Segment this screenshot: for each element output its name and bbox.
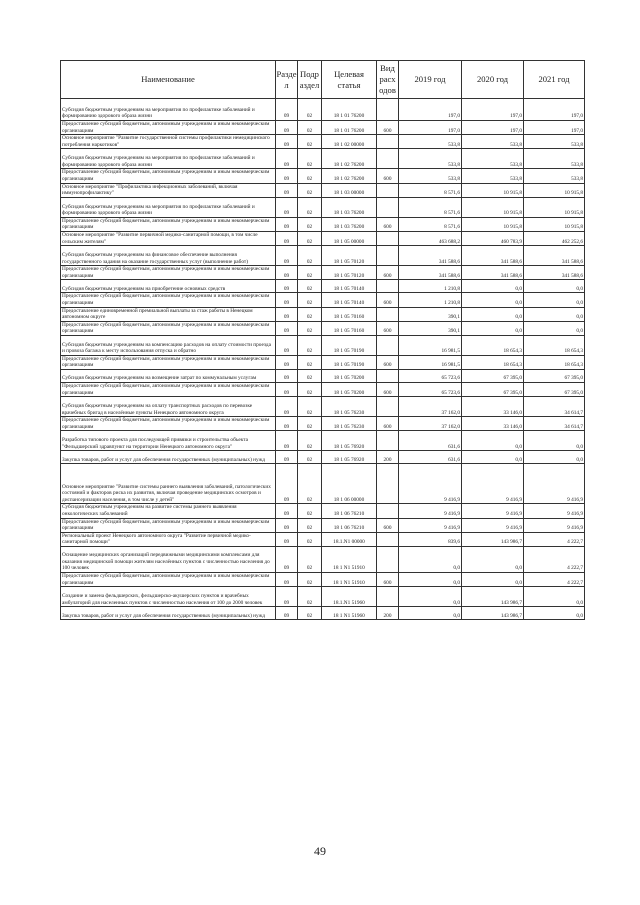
cell-2019: 0,0 xyxy=(399,607,462,620)
cell-razdel: 09 xyxy=(276,417,298,431)
table-row xyxy=(61,99,585,121)
cell-2019: 0,0 xyxy=(399,547,462,573)
table-row xyxy=(61,417,585,431)
cell-name: Основное мероприятие "Развитие государственной системы профилактики немедицинского потребления наркотиков" xyxy=(61,135,276,149)
cell-target: 18 1 05 76230 xyxy=(322,417,377,431)
cell-2020: 9 416,9 xyxy=(462,504,524,518)
cell-2019: 65 723,6 xyxy=(399,370,462,383)
cell-vid xyxy=(377,587,399,607)
cell-razdel: 09 xyxy=(276,431,298,451)
cell-podrazdel: 02 xyxy=(298,307,322,321)
cell-name: Предоставление субсидий бюджетным, автономным учреждениям и иным некоммерческим организациям xyxy=(61,383,276,397)
table-row xyxy=(61,335,585,355)
cell-target: 18 1 06 00000 xyxy=(322,464,377,504)
cell-vid xyxy=(377,370,399,383)
cell-podrazdel: 02 xyxy=(298,135,322,149)
table-row xyxy=(61,370,585,383)
cell-target: 18 1 03 00000 xyxy=(322,183,377,197)
cell-vid xyxy=(377,335,399,355)
cell-razdel: 09 xyxy=(276,99,298,121)
cell-name: Основное мероприятие "Профилактика инфекционных заболеваний, включая иммунопрофилактику" xyxy=(61,183,276,197)
cell-2019: 16 981,5 xyxy=(399,335,462,355)
cell-2019: 533,8 xyxy=(399,135,462,149)
cell-vid: 600 xyxy=(377,293,399,307)
cell-2020: 341 588,6 xyxy=(462,266,524,280)
cell-2020: 143 986,7 xyxy=(462,532,524,546)
cell-podrazdel: 02 xyxy=(298,370,322,383)
cell-2019: 9 416,9 xyxy=(399,504,462,518)
cell-podrazdel: 02 xyxy=(298,99,322,121)
budget-table xyxy=(60,60,585,620)
cell-target: 18 1 06 76210 xyxy=(322,518,377,532)
cell-2019: 0,0 xyxy=(399,573,462,587)
cell-name: Предоставление единовременной премиальной выплаты за стаж работы в Ненецком автономном округе xyxy=(61,307,276,321)
header-target: Целевая статья xyxy=(322,61,377,99)
cell-vid xyxy=(377,504,399,518)
cell-podrazdel: 02 xyxy=(298,518,322,532)
cell-name: Предоставление субсидий бюджетным, автономным учреждениям и иным некоммерческим организациям xyxy=(61,169,276,183)
cell-razdel: 09 xyxy=(276,370,298,383)
table-row xyxy=(61,183,585,197)
cell-target: 18 1 05 70120 xyxy=(322,246,377,266)
cell-razdel: 09 xyxy=(276,504,298,518)
cell-2021: 10 915,8 xyxy=(524,183,585,197)
table-body xyxy=(61,99,585,620)
cell-podrazdel: 02 xyxy=(298,383,322,397)
cell-target: 18 1 03 76200 xyxy=(322,217,377,231)
cell-2019: 197,0 xyxy=(399,121,462,135)
cell-2020: 0,0 xyxy=(462,547,524,573)
cell-podrazdel: 02 xyxy=(298,451,322,464)
cell-target: 18 1 03 76200 xyxy=(322,197,377,217)
cell-target: 18 1 05 70200 xyxy=(322,383,377,397)
cell-2021: 10 915,8 xyxy=(524,217,585,231)
cell-podrazdel: 02 xyxy=(298,355,322,369)
cell-2021: 533,8 xyxy=(524,135,585,149)
cell-razdel: 09 xyxy=(276,197,298,217)
cell-vid: 600 xyxy=(377,217,399,231)
cell-podrazdel: 02 xyxy=(298,217,322,231)
table-row xyxy=(61,587,585,607)
cell-2019: 341 588,6 xyxy=(399,246,462,266)
cell-razdel: 09 xyxy=(276,231,298,245)
cell-name: Субсидия бюджетным учреждениям на приобретение основных средств xyxy=(61,280,276,293)
cell-vid: 600 xyxy=(377,573,399,587)
cell-vid xyxy=(377,99,399,121)
cell-vid: 600 xyxy=(377,518,399,532)
cell-2020: 10 915,8 xyxy=(462,183,524,197)
cell-2021: 0,0 xyxy=(524,280,585,293)
cell-2019: 390,1 xyxy=(399,307,462,321)
cell-2020: 0,0 xyxy=(462,293,524,307)
cell-target: 18 1 05 70160 xyxy=(322,307,377,321)
cell-razdel: 09 xyxy=(276,183,298,197)
cell-name: Предоставление субсидий бюджетным, автономным учреждениям и иным некоммерческим организациям xyxy=(61,293,276,307)
cell-name: Предоставление субсидий бюджетным, автономным учреждениям и иным некоммерческим организациям xyxy=(61,355,276,369)
cell-2019: 16 981,5 xyxy=(399,355,462,369)
cell-vid xyxy=(377,547,399,573)
cell-2019: 9 416,9 xyxy=(399,464,462,504)
cell-name: Создание и замена фельдшерских, фельдшерско-акушерских пунктов и врачебных амбулаторий для населенных пунктов с численностью населения от 100 до 2000 человек xyxy=(61,587,276,607)
cell-2021: 9 416,9 xyxy=(524,518,585,532)
cell-razdel: 09 xyxy=(276,355,298,369)
cell-podrazdel: 02 xyxy=(298,321,322,335)
cell-razdel: 09 xyxy=(276,547,298,573)
cell-2020: 197,0 xyxy=(462,121,524,135)
cell-vid: 600 xyxy=(377,266,399,280)
cell-razdel: 09 xyxy=(276,464,298,504)
table-row xyxy=(61,355,585,369)
budget-table-container xyxy=(60,60,584,620)
header-2021: 2021 год xyxy=(524,61,585,99)
cell-2021: 462 252,6 xyxy=(524,231,585,245)
cell-target: 18 1 N1 51960 xyxy=(322,607,377,620)
cell-2019: 1 210,8 xyxy=(399,293,462,307)
cell-vid xyxy=(377,246,399,266)
cell-target: 18 1 N1 51910 xyxy=(322,573,377,587)
cell-2019: 839,6 xyxy=(399,532,462,546)
table-row xyxy=(61,321,585,335)
cell-podrazdel: 02 xyxy=(298,573,322,587)
cell-name: Закупка товаров, работ и услуг для обеспечения государственных (муниципальных) нужд xyxy=(61,451,276,464)
cell-2019: 533,8 xyxy=(399,149,462,169)
cell-vid: 600 xyxy=(377,169,399,183)
cell-vid xyxy=(377,397,399,417)
page-number: 49 xyxy=(314,844,326,858)
cell-2019: 37 162,0 xyxy=(399,417,462,431)
cell-2021: 9 416,9 xyxy=(524,504,585,518)
cell-name: Субсидия бюджетным учреждениям на финансовое обеспечение выполнения государственного задания на оказание государственных услуг (выполнение работ) xyxy=(61,246,276,266)
cell-vid xyxy=(377,135,399,149)
header-name: Наименование xyxy=(61,61,276,99)
cell-2020: 533,8 xyxy=(462,169,524,183)
cell-podrazdel: 02 xyxy=(298,547,322,573)
cell-2021: 67 395,0 xyxy=(524,370,585,383)
cell-target: 18 1 06 76210 xyxy=(322,504,377,518)
cell-2021: 0,0 xyxy=(524,431,585,451)
cell-2019: 37 162,0 xyxy=(399,397,462,417)
cell-razdel: 09 xyxy=(276,246,298,266)
cell-2021: 34 614,7 xyxy=(524,397,585,417)
cell-podrazdel: 02 xyxy=(298,417,322,431)
table-row xyxy=(61,518,585,532)
cell-vid xyxy=(377,280,399,293)
cell-name: Закупка товаров, работ и услуг для обеспечения государственных (муниципальных) нужд xyxy=(61,607,276,620)
cell-vid xyxy=(377,149,399,169)
cell-razdel: 09 xyxy=(276,307,298,321)
cell-target: 18 1 01 76200 xyxy=(322,99,377,121)
cell-2020: 0,0 xyxy=(462,451,524,464)
cell-name: Региональный проект Ненецкого автономного округа "Развитие первичной медико-санитарной помощи" xyxy=(61,532,276,546)
cell-2020: 67 395,0 xyxy=(462,383,524,397)
cell-vid xyxy=(377,532,399,546)
cell-target: 18 1 05 70200 xyxy=(322,370,377,383)
cell-target: 18 1 05 70160 xyxy=(322,321,377,335)
cell-2020: 18 654,3 xyxy=(462,335,524,355)
table-row xyxy=(61,266,585,280)
table-row xyxy=(61,197,585,217)
cell-2019: 9 416,9 xyxy=(399,518,462,532)
cell-podrazdel: 02 xyxy=(298,607,322,620)
cell-podrazdel: 02 xyxy=(298,231,322,245)
cell-2021: 0,0 xyxy=(524,451,585,464)
cell-2020: 0,0 xyxy=(462,307,524,321)
cell-name: Субсидия бюджетным учреждениям на развитие системы раннего выявления онкологических заболеваний xyxy=(61,504,276,518)
cell-vid: 200 xyxy=(377,451,399,464)
cell-name: Субсидия бюджетным учреждениям на мероприятия по профилактике заболеваний и формированию здорового образа жизни xyxy=(61,99,276,121)
cell-razdel: 09 xyxy=(276,518,298,532)
cell-2019: 8 571,6 xyxy=(399,197,462,217)
table-row xyxy=(61,231,585,245)
cell-razdel: 09 xyxy=(276,169,298,183)
table-row xyxy=(61,504,585,518)
cell-vid: 200 xyxy=(377,607,399,620)
table-row xyxy=(61,217,585,231)
cell-name: Предоставление субсидий бюджетным, автономным учреждениям и иным некоммерческим организациям xyxy=(61,217,276,231)
cell-2021: 533,8 xyxy=(524,149,585,169)
cell-razdel: 09 xyxy=(276,451,298,464)
cell-2019: 631,6 xyxy=(399,451,462,464)
cell-2020: 0,0 xyxy=(462,431,524,451)
cell-target: 18 1 05 70120 xyxy=(322,266,377,280)
cell-2020: 33 146,0 xyxy=(462,417,524,431)
table-row xyxy=(61,464,585,504)
table-row xyxy=(61,246,585,266)
cell-name: Предоставление субсидий бюджетным, автономным учреждениям и иным некоммерческим организациям xyxy=(61,573,276,587)
table-row xyxy=(61,121,585,135)
table-row xyxy=(61,383,585,397)
cell-2020: 0,0 xyxy=(462,280,524,293)
cell-podrazdel: 02 xyxy=(298,293,322,307)
table-header-row xyxy=(61,61,585,99)
cell-name: Предоставление субсидий бюджетным, автономным учреждениям и иным некоммерческим организациям xyxy=(61,518,276,532)
cell-podrazdel: 02 xyxy=(298,121,322,135)
cell-2021: 0,0 xyxy=(524,307,585,321)
cell-2020: 10 915,8 xyxy=(462,217,524,231)
cell-razdel: 09 xyxy=(276,280,298,293)
cell-target: 18 1 05 76920 xyxy=(322,451,377,464)
cell-name: Субсидия бюджетным учреждениям на возмещение затрат по коммунальным услугам xyxy=(61,370,276,383)
table-row xyxy=(61,135,585,149)
cell-target: 18 1 05 00000 xyxy=(322,231,377,245)
cell-podrazdel: 02 xyxy=(298,169,322,183)
cell-podrazdel: 02 xyxy=(298,335,322,355)
cell-2021: 18 654,3 xyxy=(524,355,585,369)
cell-2021: 0,0 xyxy=(524,587,585,607)
cell-target: 18 1 05 70140 xyxy=(322,280,377,293)
cell-target: 18.1.N1 51960 xyxy=(322,587,377,607)
cell-name: Основное мероприятие "Развитие первичной медико-санитарной помощи, в том числе сельским жителям" xyxy=(61,231,276,245)
cell-2020: 9 416,9 xyxy=(462,464,524,504)
cell-2019: 533,8 xyxy=(399,169,462,183)
cell-name: Предоставление субсидий бюджетным, автономным учреждениям и иным некоммерческим организациям xyxy=(61,417,276,431)
cell-vid: 600 xyxy=(377,321,399,335)
cell-target: 18 1 05 70190 xyxy=(322,335,377,355)
cell-target: 18 1 01 76200 xyxy=(322,121,377,135)
cell-2021: 4 222,7 xyxy=(524,573,585,587)
cell-razdel: 09 xyxy=(276,121,298,135)
cell-2021: 341 588,6 xyxy=(524,266,585,280)
table-row xyxy=(61,307,585,321)
header-vid: Вид расх одов xyxy=(377,61,399,99)
table-row xyxy=(61,169,585,183)
cell-podrazdel: 02 xyxy=(298,431,322,451)
cell-razdel: 09 xyxy=(276,321,298,335)
cell-podrazdel: 02 xyxy=(298,246,322,266)
cell-2020: 9 416,9 xyxy=(462,518,524,532)
cell-2019: 463 688,2 xyxy=(399,231,462,245)
cell-2021: 34 614,7 xyxy=(524,417,585,431)
cell-name: Основное мероприятие "Развитие системы раннего выявления заболеваний, патологических состояний и факторов риска их развития, включая проведение медицинских осмотров и диспансеризации населения, в том числе у детей" xyxy=(61,464,276,504)
table-row xyxy=(61,397,585,417)
cell-2020: 143 986,7 xyxy=(462,607,524,620)
cell-2021: 4 222,7 xyxy=(524,547,585,573)
cell-name: Субсидия бюджетным учреждениям на мероприятия по профилактике заболеваний и формированию здорового образа жизни xyxy=(61,197,276,217)
cell-2021: 533,8 xyxy=(524,169,585,183)
table-row xyxy=(61,451,585,464)
table-row xyxy=(61,280,585,293)
cell-target: 18 1 05 70140 xyxy=(322,293,377,307)
table-row xyxy=(61,607,585,620)
cell-vid: 600 xyxy=(377,121,399,135)
cell-name: Субсидия бюджетным учреждениям на мероприятия по профилактике заболеваний и формированию здорового образа жизни xyxy=(61,149,276,169)
cell-razdel: 09 xyxy=(276,293,298,307)
cell-razdel: 09 xyxy=(276,587,298,607)
header-2020: 2020 год xyxy=(462,61,524,99)
cell-razdel: 09 xyxy=(276,217,298,231)
cell-razdel: 09 xyxy=(276,135,298,149)
cell-2019: 0,0 xyxy=(399,587,462,607)
cell-2020: 67 395,0 xyxy=(462,370,524,383)
cell-razdel: 09 xyxy=(276,532,298,546)
cell-podrazdel: 02 xyxy=(298,397,322,417)
cell-vid xyxy=(377,464,399,504)
cell-razdel: 09 xyxy=(276,149,298,169)
cell-2021: 0,0 xyxy=(524,607,585,620)
cell-2019: 8 571,6 xyxy=(399,217,462,231)
cell-name: Оснащение медицинских организаций передвижными медицинскими комплексами для оказания медицинской помощи жителям населённых пунктов с численностью населения до 100 человек xyxy=(61,547,276,573)
cell-2019: 1 210,8 xyxy=(399,280,462,293)
cell-podrazdel: 02 xyxy=(298,464,322,504)
cell-2020: 533,8 xyxy=(462,149,524,169)
cell-2020: 197,0 xyxy=(462,99,524,121)
cell-name: Предоставление субсидий бюджетным, автономным учреждениям и иным некоммерческим организациям xyxy=(61,121,276,135)
cell-vid: 600 xyxy=(377,383,399,397)
table-row xyxy=(61,431,585,451)
table-row xyxy=(61,532,585,546)
cell-podrazdel: 02 xyxy=(298,197,322,217)
cell-2021: 0,0 xyxy=(524,293,585,307)
cell-target: 18 1 05 76920 xyxy=(322,431,377,451)
table-row xyxy=(61,547,585,573)
cell-podrazdel: 02 xyxy=(298,149,322,169)
cell-vid xyxy=(377,197,399,217)
cell-2020: 10 915,8 xyxy=(462,197,524,217)
cell-razdel: 09 xyxy=(276,573,298,587)
cell-vid: 600 xyxy=(377,417,399,431)
cell-razdel: 09 xyxy=(276,266,298,280)
cell-podrazdel: 02 xyxy=(298,183,322,197)
table-row xyxy=(61,573,585,587)
cell-2020: 533,8 xyxy=(462,135,524,149)
cell-2020: 33 146,0 xyxy=(462,397,524,417)
cell-2021: 0,0 xyxy=(524,321,585,335)
cell-2020: 0,0 xyxy=(462,573,524,587)
cell-2020: 143 986,7 xyxy=(462,587,524,607)
cell-name: Предоставление субсидий бюджетным, автономным учреждениям и иным некоммерческим организациям xyxy=(61,321,276,335)
cell-2021: 18 654,3 xyxy=(524,335,585,355)
header-2019: 2019 год xyxy=(399,61,462,99)
cell-podrazdel: 02 xyxy=(298,587,322,607)
cell-podrazdel: 02 xyxy=(298,504,322,518)
cell-razdel: 09 xyxy=(276,335,298,355)
cell-target: 18 1 N1 51910 xyxy=(322,547,377,573)
cell-2019: 631,6 xyxy=(399,431,462,451)
cell-2021: 10 915,8 xyxy=(524,197,585,217)
cell-2021: 197,0 xyxy=(524,99,585,121)
cell-2019: 341 588,6 xyxy=(399,266,462,280)
cell-2020: 0,0 xyxy=(462,321,524,335)
cell-target: 18 1 05 70190 xyxy=(322,355,377,369)
cell-vid xyxy=(377,183,399,197)
cell-target: 18 1 02 00000 xyxy=(322,135,377,149)
cell-2019: 390,1 xyxy=(399,321,462,335)
table-row xyxy=(61,149,585,169)
cell-vid xyxy=(377,307,399,321)
cell-2021: 197,0 xyxy=(524,121,585,135)
cell-podrazdel: 02 xyxy=(298,266,322,280)
cell-2019: 197,0 xyxy=(399,99,462,121)
cell-vid: 600 xyxy=(377,355,399,369)
cell-razdel: 09 xyxy=(276,607,298,620)
cell-2020: 460 783,9 xyxy=(462,231,524,245)
table-row xyxy=(61,293,585,307)
cell-target: 18 1 02 76200 xyxy=(322,149,377,169)
cell-name: Субсидия бюджетным учреждениям на оплату транспортных расходов по перевозке врачебных бригад в населённые пункты Ненецкого автономного округа xyxy=(61,397,276,417)
header-podrazdel: Подр аздел xyxy=(298,61,322,99)
cell-2020: 18 654,3 xyxy=(462,355,524,369)
cell-2019: 65 723,6 xyxy=(399,383,462,397)
cell-vid xyxy=(377,231,399,245)
cell-razdel: 09 xyxy=(276,383,298,397)
cell-2021: 67 395,0 xyxy=(524,383,585,397)
cell-2021: 4 222,7 xyxy=(524,532,585,546)
cell-2021: 9 416,9 xyxy=(524,464,585,504)
cell-target: 18 1 02 76200 xyxy=(322,169,377,183)
cell-2019: 8 571,6 xyxy=(399,183,462,197)
cell-razdel: 09 xyxy=(276,397,298,417)
cell-target: 18 1 05 76230 xyxy=(322,397,377,417)
cell-name: Субсидия бюджетным учреждениям на компенсацию расходов на оплату стоимости проезда и провоза багажа к месту использования отпуска и обратно xyxy=(61,335,276,355)
cell-podrazdel: 02 xyxy=(298,280,322,293)
cell-name: Разработка типового проекта для последующей привязки и строительства объекта "Фельдшерский здравпункт на территории Ненецкого автономного округа" xyxy=(61,431,276,451)
cell-target: 18.1.N1 00000 xyxy=(322,532,377,546)
cell-2020: 341 588,6 xyxy=(462,246,524,266)
cell-vid xyxy=(377,431,399,451)
cell-name: Предоставление субсидий бюджетным, автономным учреждениям и иным некоммерческим организациям xyxy=(61,266,276,280)
cell-podrazdel: 02 xyxy=(298,532,322,546)
cell-2021: 341 588,6 xyxy=(524,246,585,266)
header-razdel: Разде л xyxy=(276,61,298,99)
